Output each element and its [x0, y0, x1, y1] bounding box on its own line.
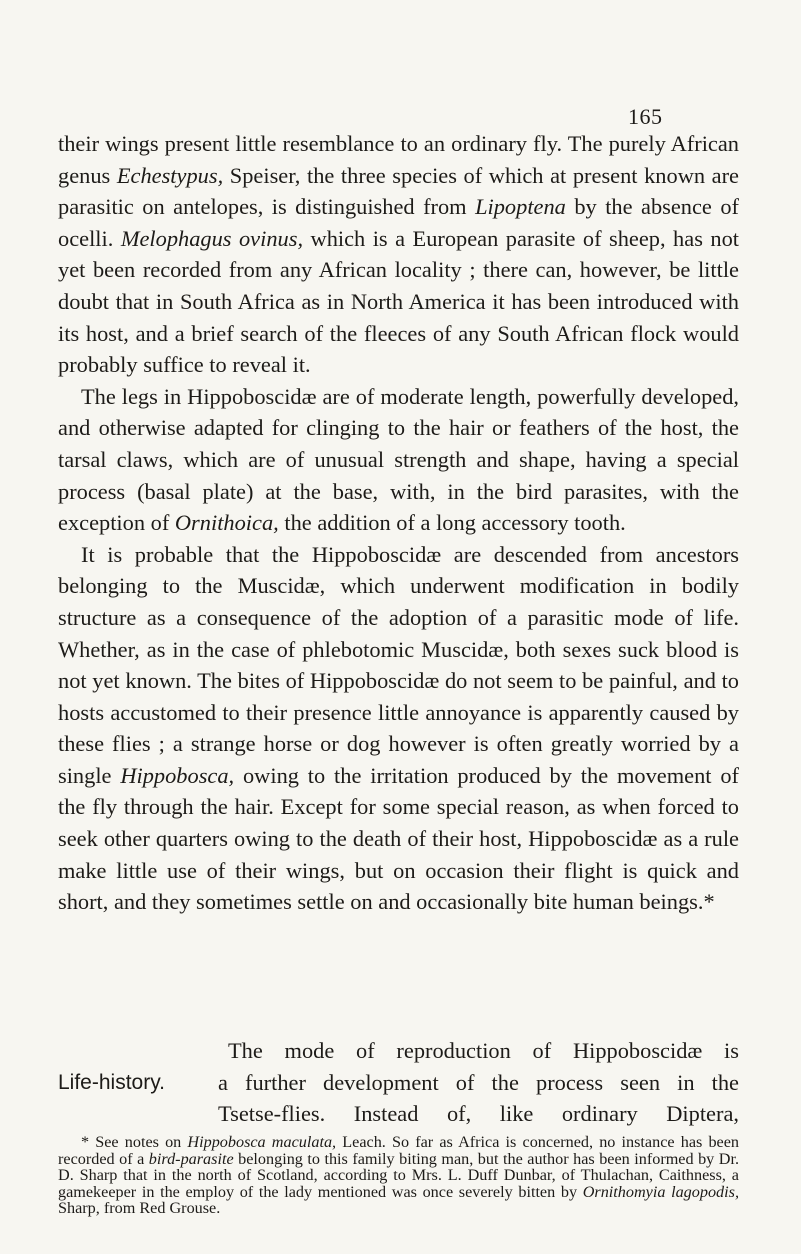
- life-history-line: a further development of the process seen in the: [218, 1069, 739, 1095]
- life-history-row: [58, 1067, 739, 1099]
- footnote: [58, 1134, 739, 1217]
- footnote-text: [58, 1134, 739, 1217]
- paragraph-3: [58, 539, 739, 918]
- body-text: [58, 128, 739, 918]
- text-run: The legs in Hippoboscidæ are of moderate length, powerfully developed, and otherwise adapted for clinging to the hair or feathers of the host, the tarsal claws, which are of unusual strength and shape, having a special process (basal plate) at the base, with, in the bird parasites, with the exception of: [58, 383, 739, 536]
- emphasis: bird-parasite: [148, 1149, 234, 1168]
- page-number: 165: [628, 104, 663, 129]
- species-name: Hippobosca maculata,: [187, 1133, 337, 1151]
- genus-name: Lipoptena: [475, 194, 566, 220]
- genus-name: Echestypus,: [116, 162, 224, 188]
- paragraph-2: [58, 381, 739, 539]
- genus-name: Ornithoica,: [174, 510, 279, 536]
- life-history-line: The mode of reproduction of Hippoboscidæ is: [228, 1038, 739, 1063]
- species-name: Melophagus ovinus,: [120, 225, 304, 251]
- genus-name: Hippobosca,: [120, 762, 235, 788]
- paragraph-1: [58, 128, 739, 381]
- text-run: It is probable that the Hippoboscidæ are descended from ancestors belonging to the Muscidæ, which underwent modification in bodily structure as a consequence of the adoption of a parasitic mode of life. Whether, as in the case of phlebotomic Muscidæ, both sexes suck blood is not yet known. The bites of Hippoboscidæ do not seem to be painful, and to hosts accustomed to their presence little annoyance is apparently caused by these flies ; a strange horse or dog however is often greatly worried by a single: [58, 541, 739, 788]
- text-run: their wings present little resemblance to an ordinary fly. The purely African genus: [58, 131, 739, 188]
- text-run: by the absence of ocelli.: [58, 194, 739, 251]
- life-history-section: [58, 1035, 739, 1130]
- text-run: Sharp, from Red Grouse.: [58, 1199, 221, 1218]
- text-run: Leach. So far as Africa is concerned, no instance has been recorded of a: [58, 1133, 740, 1168]
- text-run: * See notes on: [81, 1133, 188, 1151]
- text-run: owing to the irritation produced by the movement of the fly through the hair. Except for some special reason, as when forced to seek other quarters owing to the death of their host, Hippoboscidæ as a rule make little use of their wings, but on occasion their flight is quick and short, and they sometimes settle on and occasionally bite human beings.*: [58, 762, 739, 915]
- text-run: Speiser, the three species of which at present known are parasitic on antelopes, is distinguished from: [58, 162, 739, 220]
- life-history-line: Tsetse-flies. Instead of, like ordinary Diptera,: [218, 1101, 739, 1127]
- marginal-heading: Life-history.: [58, 1070, 165, 1094]
- life-history-row: [58, 1098, 739, 1130]
- text-run: belonging to this family biting man, but the author has been informed by Dr. D. Sharp that in the north of Scotland, according to Mrs. L. Duff Dunbar, of Thulachan, Caithness, a gamekeeper in the employ of the lady mentioned was once severely bitten by: [58, 1149, 740, 1201]
- text-run: which is a European parasite of sheep, has not yet been recorded from any African locality ; there can, however, be little doubt that in South Africa as in North America it has been introduced with its host, and a brief search of the fleeces of any South African flock would probably suffice to reveal it.: [58, 225, 739, 378]
- species-name: Ornithomyia lagopodis,: [582, 1182, 739, 1201]
- life-history-row: [58, 1035, 739, 1067]
- text-run: the addition of a long accessory tooth.: [278, 510, 626, 536]
